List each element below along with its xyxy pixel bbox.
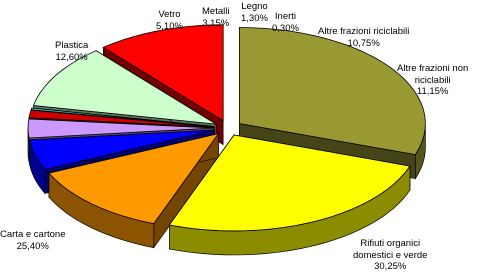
label-metalli-name: Metalli <box>202 6 230 17</box>
label-inerti-value: 0,30% <box>272 22 299 34</box>
label-legno <box>241 1 268 24</box>
label-vetro-name: Vetro <box>158 9 181 20</box>
label-altre-nonric-name-2: riciclabili <box>414 74 451 86</box>
label-carta-value: 25,40% <box>16 240 49 252</box>
label-vetro <box>156 9 183 32</box>
label-metalli-value: 3,15% <box>202 17 230 29</box>
label-carta-name: Carta e cartone <box>0 229 66 240</box>
label-altre-ricic-name: Altre frazioni riciclabili <box>318 26 410 37</box>
label-carta <box>0 229 65 252</box>
label-organici <box>353 238 427 273</box>
label-plastica-name: Plastica <box>55 40 89 51</box>
label-legno-name: Legno <box>241 1 268 12</box>
label-altre-nonric-name-1: Altre frazioni non <box>397 63 469 74</box>
label-vetro-value: 5,10% <box>156 20 183 32</box>
label-inerti <box>272 11 299 34</box>
label-organici-value: 30,25% <box>374 261 407 272</box>
label-altre-ricic <box>318 26 409 49</box>
label-organici-name-1: Rifiuti organici <box>360 238 421 249</box>
label-altre-nonric-value: 11,15% <box>416 86 449 97</box>
label-plastica-value: 12,60% <box>55 51 88 63</box>
label-organici-name-2: domestici e verde <box>353 249 428 261</box>
label-metalli <box>202 6 229 29</box>
label-plastica <box>55 40 88 63</box>
label-altre-ricic-value: 10,75% <box>347 37 380 49</box>
label-legno-value: 1,30% <box>241 12 268 24</box>
label-altre-nonric <box>397 63 468 98</box>
label-inerti-name: Inerti <box>274 11 297 22</box>
